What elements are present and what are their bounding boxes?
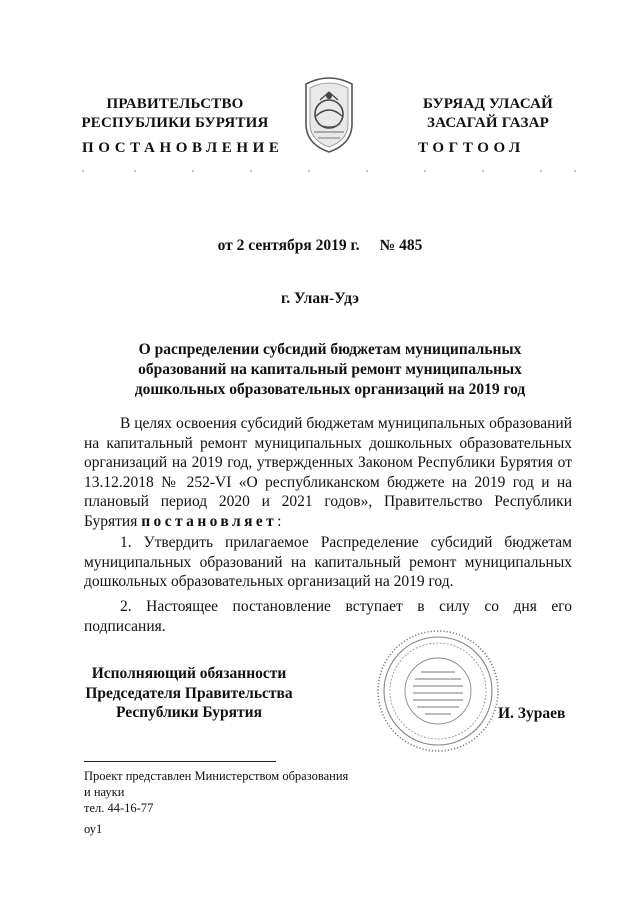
signatory-name: И. Зураев [498,705,566,722]
header-left [70,95,280,133]
footer-note [84,768,384,817]
preamble-paragraph [84,414,572,532]
header-right-line1: БУРЯАД УЛАСАЙ [422,96,554,112]
coat-of-arms-buryatia-icon [300,74,358,154]
role-line3: Республики Бурятия [116,704,262,722]
date-line [0,237,640,255]
footer-line1: Проект представлен Министерством образования [84,769,349,783]
footer-code: оу1 [84,822,103,836]
role-line1: Исполняющий обязанности [91,665,287,682]
item-2-paragraph: 2. Настоящее постановление вступает в силу со дня его подписания. [84,598,572,635]
title-line1: О распределении субсидий бюджетам муниципальных [138,341,522,358]
city: г. Улан-Удэ [280,290,359,307]
document-title [120,340,540,400]
document-date: от 2 сентября 2019 г. [217,237,360,254]
footer-line2: и науки [84,785,125,800]
preamble-text: В целях освоения субсидий бюджетам муниципальных образований на капитальный ремонт муниципальных дошкольных образовательных организаций на 2019 год, утвержденных Законом Республики Бурятия от 13.12.2018 № 252-VI «О республиканском бюджете на 2019 год и на плановый период 2020 и 2021 годов», Правительство Республики Бурятия [84,415,572,530]
header-right [383,95,593,133]
title-line2: образований на капитальный ремонт муниципальных [138,361,522,378]
header-left-line2: РЕСПУБЛИКИ БУРЯТИЯ [81,115,269,131]
decree-colon: : [277,512,282,530]
decree-word: постановляет [141,512,278,530]
doc-type-left: ПОСТАНОВЛЕНИЕ [82,140,284,156]
item-1-paragraph: 1. Утвердить прилагаемое Распределение субсидий бюджетам муниципальных образований на капитальный ремонт муниципальных дошкольных образовательных организаций на 2019 год. [84,534,572,591]
doc-type-right: ТОГТООЛ [418,140,525,156]
document-number: № 485 [379,237,423,254]
footer-phone: тел. 44-16-77 [84,801,154,816]
role-line2: Председателя Правительства [85,684,293,702]
signatory-role [80,664,298,723]
official-round-stamp-icon [375,628,501,754]
title-line3: дошкольных образовательных организаций на 2019 год [134,381,526,398]
footer-divider [84,761,276,762]
header-right-line2: ЗАСАГАЙ ГАЗАР [427,115,549,131]
header-dotted-divider [82,170,576,174]
header-left-line1: ПРАВИТЕЛЬСТВО [106,96,244,112]
